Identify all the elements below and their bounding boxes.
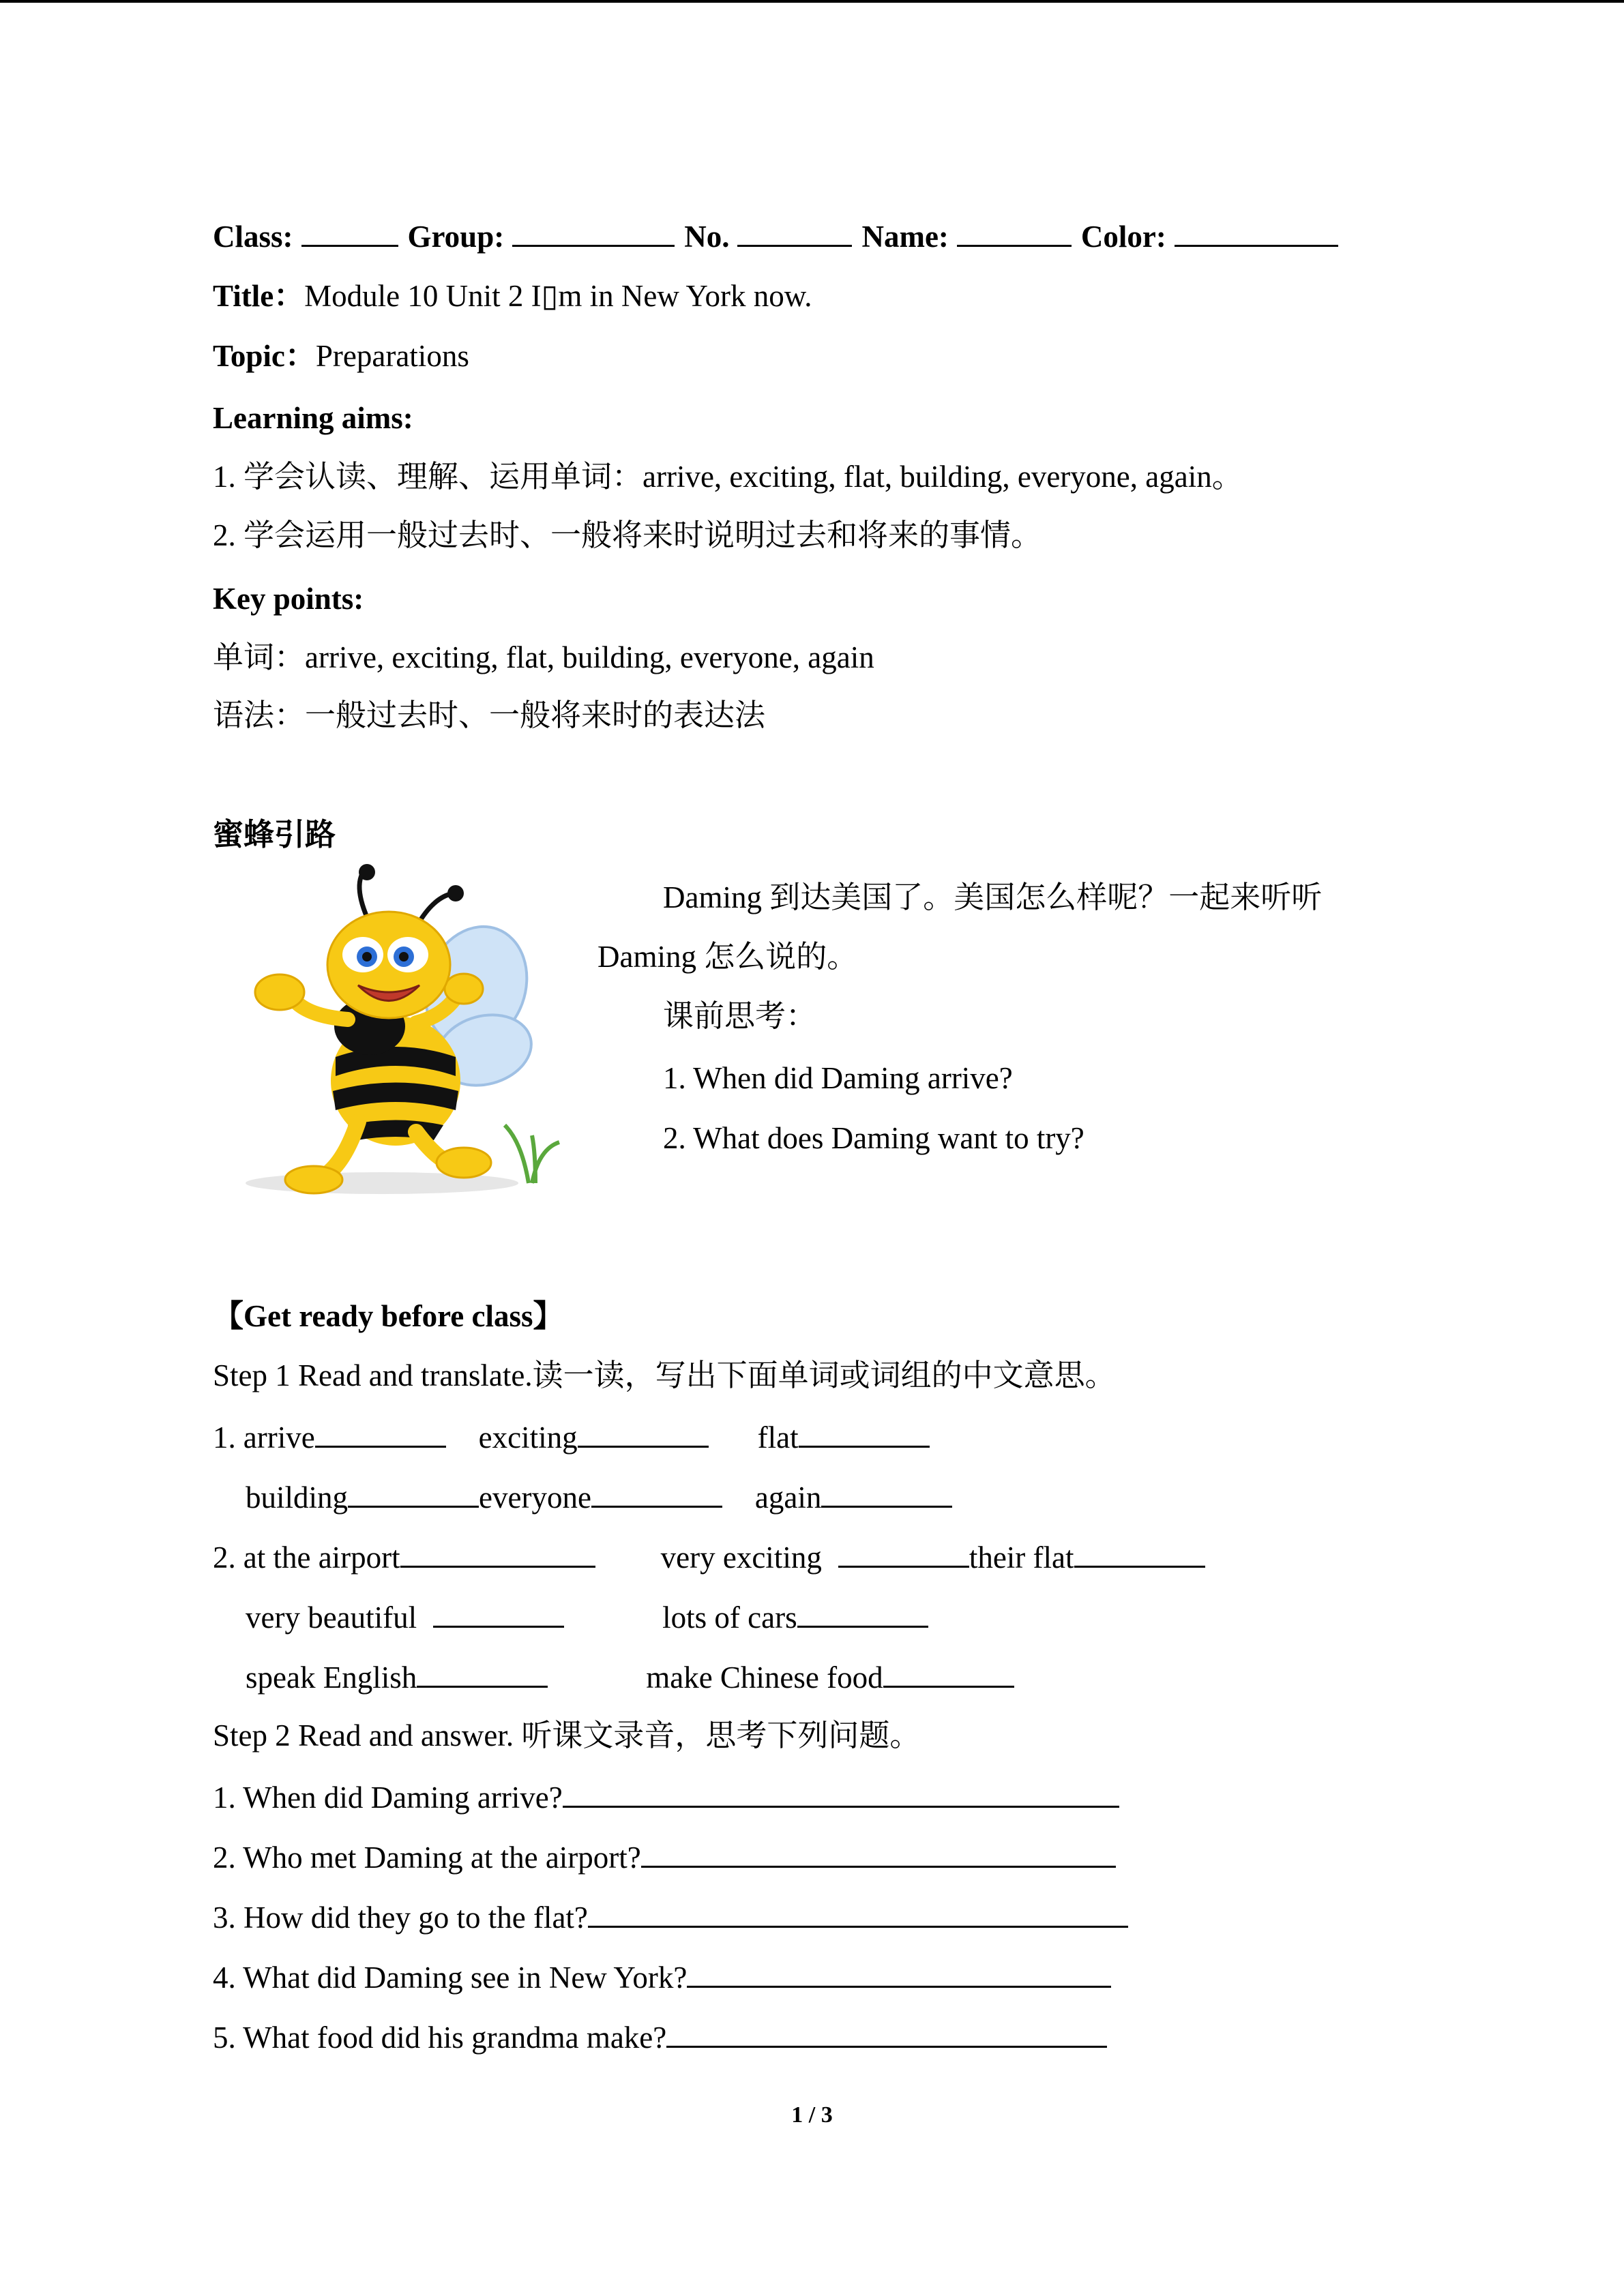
phrase-make-chinese-food: make Chinese food (646, 1660, 883, 1695)
topic-label: Topic： (213, 339, 316, 373)
phrase-their-flat-blank[interactable] (1074, 1540, 1205, 1568)
word-arrive-blank[interactable] (315, 1420, 446, 1448)
bee-question-1: 1. When did Daming arrive? (663, 1061, 1013, 1095)
page-number: 1 / 3 (791, 2102, 833, 2128)
phrase-at-the-airport: at the airport (243, 1540, 400, 1575)
phrase-speak-english-blank[interactable] (417, 1660, 548, 1688)
color-label: Color: (1080, 220, 1166, 254)
phrase-very-beautiful: very beautiful (246, 1600, 417, 1635)
step2-answer-1-blank[interactable] (563, 1780, 1119, 1808)
no-label: No. (684, 220, 730, 254)
learning-aim-2: 2. 学会运用一般过去时、一般将来时说明过去和将来的事情。 (213, 518, 1042, 552)
key-points-heading: Key points: (213, 582, 364, 616)
phrase-lots-of-cars: lots of cars (662, 1600, 797, 1635)
grass-tuft (505, 1125, 559, 1183)
group-blank[interactable] (512, 219, 675, 247)
step1-item-number-2: 2. (213, 1540, 236, 1575)
step2-question-5-text: 5. What food did his grandma make? (213, 2021, 667, 2055)
bee-head (327, 912, 450, 1018)
step1-phrases-row-3 (246, 1658, 1014, 1697)
phrase-very-exciting-blank[interactable] (838, 1540, 969, 1568)
student-info-line (213, 218, 1338, 256)
class-label: Class: (213, 220, 293, 254)
step2-question-4-text: 4. What did Daming see in New York? (213, 1960, 688, 1995)
phrase-their-flat: their flat (969, 1540, 1074, 1575)
phrase-lots-of-cars-blank[interactable] (797, 1600, 928, 1628)
bee-section-heading: 蜜蜂引路 (213, 818, 336, 852)
name-label: Name: (861, 220, 949, 254)
bee-hand-right (445, 974, 483, 1004)
bee-pupil-core-right (399, 952, 409, 961)
word-everyone: everyone (479, 1480, 591, 1515)
step2-question-2 (213, 1838, 1116, 1877)
learning-aim-1: 1. 学会认读、理解、运用单词：arrive, exciting, flat, building, everyone, again。 (213, 460, 1243, 494)
step2-answer-3-blank[interactable] (588, 1900, 1128, 1928)
title-label: Title： (213, 279, 305, 313)
class-blank[interactable] (301, 219, 398, 247)
word-again: again (754, 1480, 822, 1515)
word-exciting-blank[interactable] (578, 1420, 709, 1448)
step1-instruction: Step 1 Read and translate.读一读，写出下面单词或词组的中文意思。 (213, 1358, 1116, 1392)
bee-foot-right (437, 1148, 491, 1178)
bee-question-2: 2. What does Daming want to try? (663, 1121, 1084, 1155)
step1-item-number-1: 1. (213, 1420, 236, 1455)
word-exciting: exciting (478, 1420, 578, 1455)
number-blank[interactable] (737, 219, 852, 247)
color-blank[interactable] (1175, 219, 1338, 247)
bee-antenna-tip-right (447, 885, 464, 901)
phrase-speak-english: speak English (246, 1660, 417, 1695)
phrase-make-chinese-food-blank[interactable] (883, 1660, 1014, 1688)
bee-intro-line-2: Daming 怎么说的。 (597, 940, 858, 974)
group-label: Group: (407, 220, 505, 254)
phrase-at-the-airport-blank[interactable] (400, 1540, 595, 1568)
step1-words-row-2 (246, 1478, 952, 1517)
topic-line (213, 337, 469, 375)
word-building: building (246, 1480, 349, 1515)
step1-phrases-row-2 (246, 1598, 928, 1637)
step2-question-3 (213, 1898, 1128, 1937)
word-flat-blank[interactable] (799, 1420, 930, 1448)
bee-arm-left (293, 999, 348, 1019)
topic-value: Preparations (315, 339, 469, 373)
step2-question-4 (213, 1958, 1111, 1997)
step2-question-2-text: 2. Who met Daming at the airport? (213, 1840, 641, 1875)
phrase-very-beautiful-blank[interactable] (433, 1600, 564, 1628)
word-flat: flat (757, 1420, 799, 1455)
learning-aims-heading: Learning aims: (213, 401, 413, 435)
word-building-blank[interactable] (348, 1480, 479, 1508)
name-blank[interactable] (957, 219, 1072, 247)
word-again-blank[interactable] (821, 1480, 952, 1508)
step2-answer-5-blank[interactable] (666, 2020, 1107, 2048)
bee-pupil-core-left (362, 952, 372, 961)
step2-instruction: Step 2 Read and answer. 听课文录音，思考下列问题。 (213, 1718, 921, 1753)
bee-think-label: 课前思考： (663, 999, 817, 1033)
key-points-grammar: 语法：一般过去时、一般将来时的表达法 (213, 698, 766, 732)
bee-intro-line-1: Daming 到达美国了。美国怎么样呢？一起来听听 (663, 880, 1323, 914)
bee-foot-left (285, 1166, 342, 1193)
step2-question-1-text: 1. When did Daming arrive? (213, 1780, 563, 1815)
word-arrive: arrive (243, 1420, 315, 1455)
step2-answer-4-blank[interactable] (687, 1960, 1111, 1988)
step2-answer-2-blank[interactable] (641, 1840, 1116, 1868)
title-value: Module 10 Unit 2 I▯m in New York now. (304, 279, 812, 313)
title-line (213, 277, 812, 315)
key-points-words: 单词：arrive, exciting, flat, building, everyone, again (213, 640, 874, 674)
word-everyone-blank[interactable] (591, 1480, 722, 1508)
step1-phrases-row-1 (213, 1538, 1205, 1577)
step2-question-1 (213, 1778, 1119, 1817)
cartoon-bee-illustration (211, 863, 583, 1204)
page-top-border (0, 0, 1624, 3)
phrase-very-exciting: very exciting (660, 1540, 822, 1575)
step1-words-row-1 (213, 1418, 930, 1457)
get-ready-heading: 【Get ready before class】 (213, 1299, 564, 1333)
step2-question-3-text: 3. How did they go to the flat? (213, 1900, 588, 1935)
bee-hand-left (255, 974, 304, 1010)
bee-antenna-tip-left (359, 864, 375, 880)
step2-question-5 (213, 2018, 1107, 2057)
